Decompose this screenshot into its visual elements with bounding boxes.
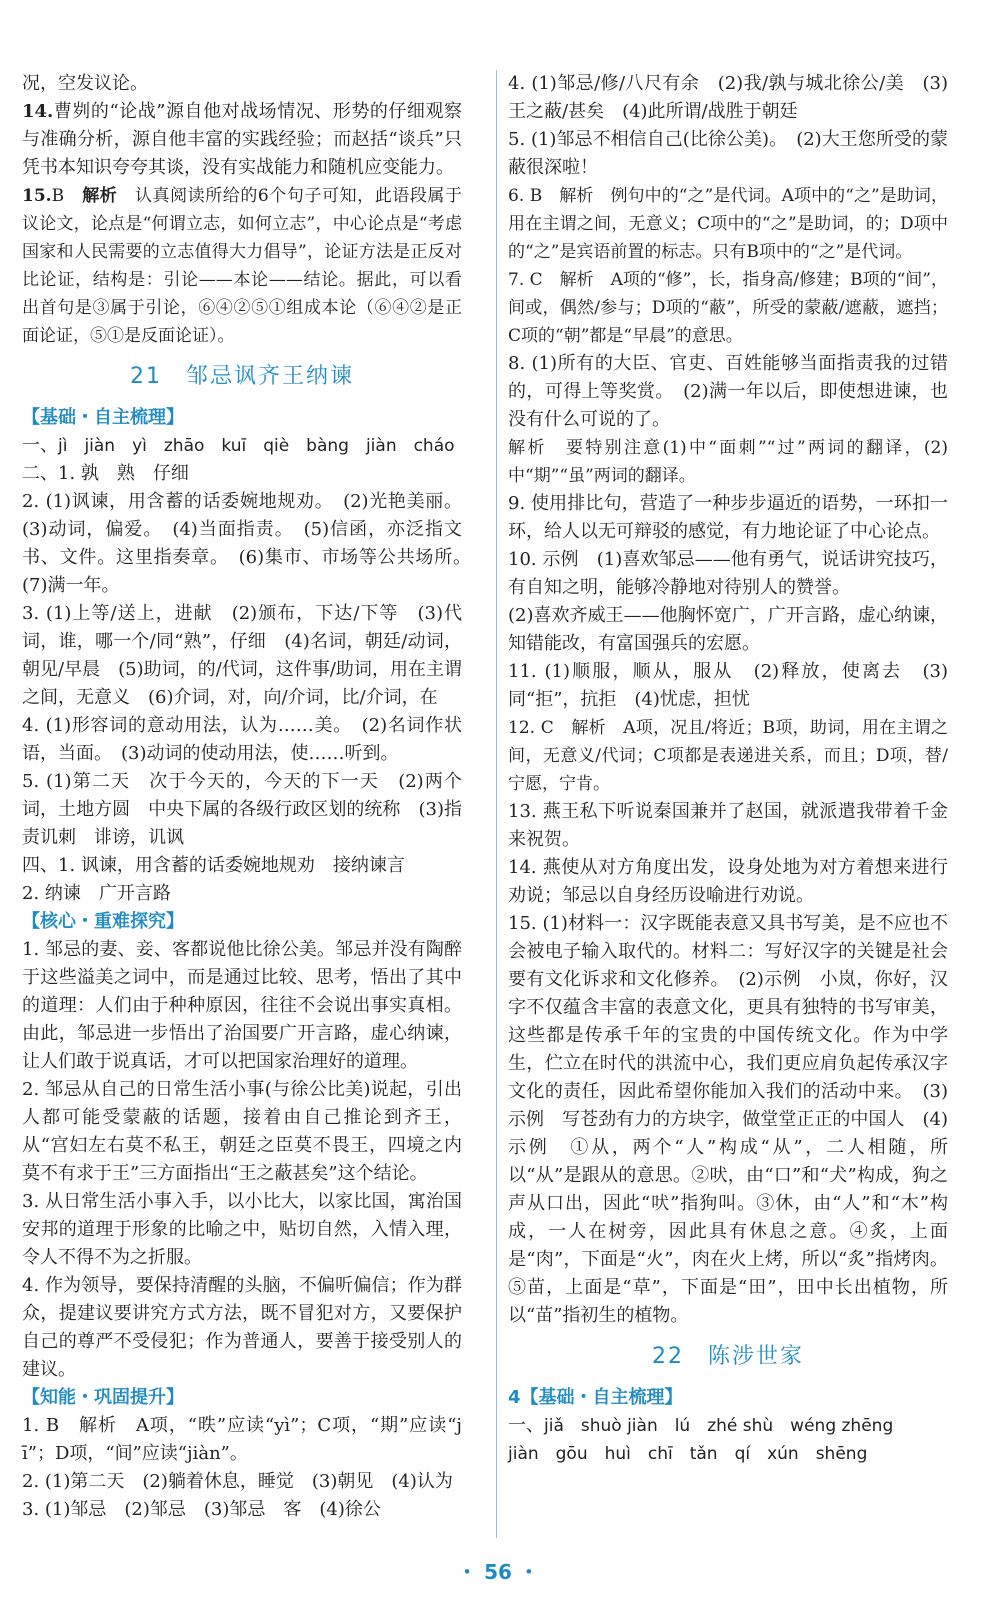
answer-c1: 1. 邹忌的妻、妾、客都说他比徐公美。邹忌并没有陶醉于这些溢美之词中，而是通过比较、思考，悟出了其中的道理：人们由于种种原因，往往不会说出事实真相。由此，邹忌进一步悟出了治国要广开言路，虚心纳谏，让人们敢于说真话，才可以把国家治理好的道理。 xyxy=(22,939,462,1072)
answer-r8: 8. (1)所有的大臣、官吏、百姓能够当面指责我的过错的，可得上等奖赏。 (2)满一年以后，即使想进谏，也没有什么可说的了。 xyxy=(508,353,948,430)
answer-b5: 5. (1)第二天 次于今天的，今天的下一天 (2)两个词，土地方圆 中央下属的各级行政区划的统称 (3)指责讥刺 诽谤，讥讽 xyxy=(22,771,462,848)
answer-r8-note: 解析 要特别注意(1)中“面刺”“过”两词的翻译，(2)中“期”“虽”两词的翻译。 xyxy=(508,438,948,486)
answer-b2: 2. (1)讽谏，用含蓄的话委婉地规劝。 (2)光艳美丽。(3)动词，偏爱。 (4)当面指责。 (5)信函，亦泛指文书、文件。这里指奏章。 (6)集市、市场等公共场所。 (7)满一年。 xyxy=(22,491,480,596)
section-tag-basic: 【基础・自主梳理】 xyxy=(22,407,184,428)
right-column xyxy=(508,70,948,1468)
answer-r15: 15. (1)材料一：汉字既能表意又具书写美，是不应也不会被电子输入取代的。材料二：写好汉字的关键是社会要有文化诉求和文化修养。 (2)示例 小岚，你好，汉字不仅蕴含丰富的表意文化，更具有独特的书写审美，这些都是传承千年的宝贵的中国传统文化。作为中学生，伫立在时代的洪流中心，我们更应肩负起传承汉字文化的责任，因此希望你能加入我们的活动中来。 (3)示例 写苍劲有力的方块字，做堂堂正正的中国人 (4)示例 ①从，两个“人”构成“从”，二人相随，所以“从”是跟从的意思。②吠，由“口”和“犬”构成，狗之声从口出，因此“吠”指狗叫。③休，由“人”和“木”构成，一人在树旁，因此具有休息之意。④炙，上面是“肉”，下面是“火”，肉在火上烤，所以“炙”指烤肉。⑤苗，上面是“草”，下面是“田”，田中长出植物，所以“苗”指初生的植物。 xyxy=(508,913,948,1326)
answer-s2: 2. (1)第二天 (2)躺着休息，睡觉 (3)朝见 (4)认为 xyxy=(22,1471,453,1492)
section-tag-core: 【核心・重难探究】 xyxy=(22,911,184,932)
answer-r6: 6. B 解析 例句中的“之”是代词。A项中的“之”是助词，用在主谓之间，无意义；C项中的“之”是助词，的；D项中的“之”是宾语前置的标志。只有B项中的“之”是代词。 xyxy=(508,186,948,262)
answer-r10b: (2)喜欢齐威王——他胸怀宽广，广开言路，虚心纳谏，知错能改，有富国强兵的宏愿。 xyxy=(508,605,948,654)
answer-r5: 5. (1)邹忌不相信自己(比徐公美)。 (2)大王您所受的蒙蔽很深啦！ xyxy=(508,129,948,178)
answer-s3: 3. (1)邹忌 (2)邹忌 (3)邹忌 客 (4)徐公 xyxy=(22,1499,381,1520)
answer-r14: 14. 燕使从对方角度出发，设身处地为对方着想来进行劝说；邹忌以自身经历设喻进行劝说。 xyxy=(508,857,948,906)
column-divider xyxy=(496,70,497,1538)
pinyin-line-2a: 一、jiǎ shuò jiàn lú zhé shù wéng zhēng xyxy=(508,1415,894,1436)
lesson-22-title: 22 陈涉世家 xyxy=(652,1344,804,1369)
page-number: ・ 56 ・ xyxy=(457,1560,539,1584)
answer-b3: 3. (1)上等/送上，进献 (2)颁布，下达/下等 (3)代词，谁，哪一个/同“熟”，仔细 (4)名词，朝廷/动词，朝见/早晨 (5)助词，的/代词，这件事/助词，用在主谓之间，无意义 (6)介词，对，向/介词，比/介词，在 xyxy=(22,603,462,708)
answer-r7: 7. C 解析 A项的“修”，长，指身高/修建；B项的“间”，间或，偶然/参与；D项的“蔽”，所受的蒙蔽/遮蔽，遮挡；C项的“朝”都是“早晨”的意思。 xyxy=(508,270,948,346)
section-tag-basic-2: 4【基础・自主梳理】 xyxy=(508,1387,683,1408)
answer-c3: 3. 从日常生活小事入手，以小比大，以家比国，寓治国安邦的道理于形象的比喻之中，贴切自然，入情入理，令人不得不为之折服。 xyxy=(22,1191,462,1268)
answer-r12: 12. C 解析 A项，况且/将近；B项，助词，用在主谓之间，无意义/代词；C项都是表递进关系，而且；D项，替/宁愿，宁肯。 xyxy=(508,718,948,794)
pinyin-line: 一、jì jiàn yì zhāo kuī qiè bàng jiàn cháo xyxy=(22,435,455,456)
answer-r4: 4. (1)邹忌/修/八尺有余 (2)我/孰与城北徐公/美 (3)王之蔽/甚矣 (4)此所谓/战胜于朝廷 xyxy=(508,73,948,122)
answer-14: 14.曹刿的“论战”源自他对战场情况、形势的仔细观察与准确分析，源自他丰富的实践经验；而赵括“谈兵”只凭书本知识夸夸其谈，没有实战能力和随机应变能力。 xyxy=(22,101,462,178)
section-tag-skill: 【知能・巩固提升】 xyxy=(22,1387,184,1408)
answer-s1: 1. B 解析 A项，“昳”应读“yì”；C项，“期”应读“jī”；D项，“间”应读“jiàn”。 xyxy=(22,1415,462,1464)
answer-c2: 2. 邹忌从自己的日常生活小事(与徐公比美)说起，引出人都可能受蒙蔽的话题，接着由自己推论到齐王，从“宫妇左右莫不私王，朝廷之臣莫不畏王，四境之内莫不有求于王”三方面指出“王之蔽甚矣”这个结论。 xyxy=(22,1079,462,1184)
answer-r11: 11. (1)顺服，顺从，服从 (2)释放，使离去 (3)同“拒”，抗拒 (4)忧虑，担忧 xyxy=(508,661,948,710)
answer-b4: 4. (1)形容词的意动用法，认为……美。 (2)名词作状语，当面。 (3)动词的使动用法，使……听到。 xyxy=(22,715,462,764)
answer-4-1: 四、1. 讽谏，用含蓄的话委婉地规劝 接纳谏言 xyxy=(22,855,405,876)
text-line: 况，空发议论。 xyxy=(22,73,148,94)
left-column xyxy=(22,70,480,1524)
answer-4-2: 2. 纳谏 广开言路 xyxy=(22,883,171,904)
answer-r9: 9. 使用排比句，营造了一种步步逼近的语势，一环扣一环，给人以无可辩驳的感觉，有力地论证了中心论点。 xyxy=(508,493,948,542)
lesson-21-title: 21 邹忌讽齐王纳谏 xyxy=(130,364,354,389)
answer-r10: 10. 示例 (1)喜欢邹忌——他有勇气，说话讲究技巧，有自知之明，能够冷静地对待别人的赞誉。 xyxy=(508,549,948,598)
answer-15: 15.B 解析 认真阅读所给的6个句子可知，此语段属于议论文，论点是“何谓立志，如何立志”，中心论点是“考虑国家和人民需要的立志值得大力倡导”，论证方法是正反对比论证，结构是：引论——本论——结论。据此，可以看出首句是③属于引论，⑥④②⑤①组成本论（⑥④②是正面论证，⑤①是反面论证）。 xyxy=(22,186,462,346)
answer-c4: 4. 作为领导，要保持清醒的头脑，不偏听偏信；作为群众，提建议要讲究方式方法，既不冒犯对方，又要保护自己的尊严不受侵犯；作为普通人，要善于接受别人的建议。 xyxy=(22,1275,462,1380)
pinyin-line-2b: jiàn gōu huì chī tǎn qí xún shēng xyxy=(508,1444,868,1464)
answer-r13: 13. 燕王私下听说秦国兼并了赵国，就派遣我带着千金来祝贺。 xyxy=(508,801,948,850)
answer-2-1: 二、1. 孰 熟 仔细 xyxy=(22,463,189,484)
